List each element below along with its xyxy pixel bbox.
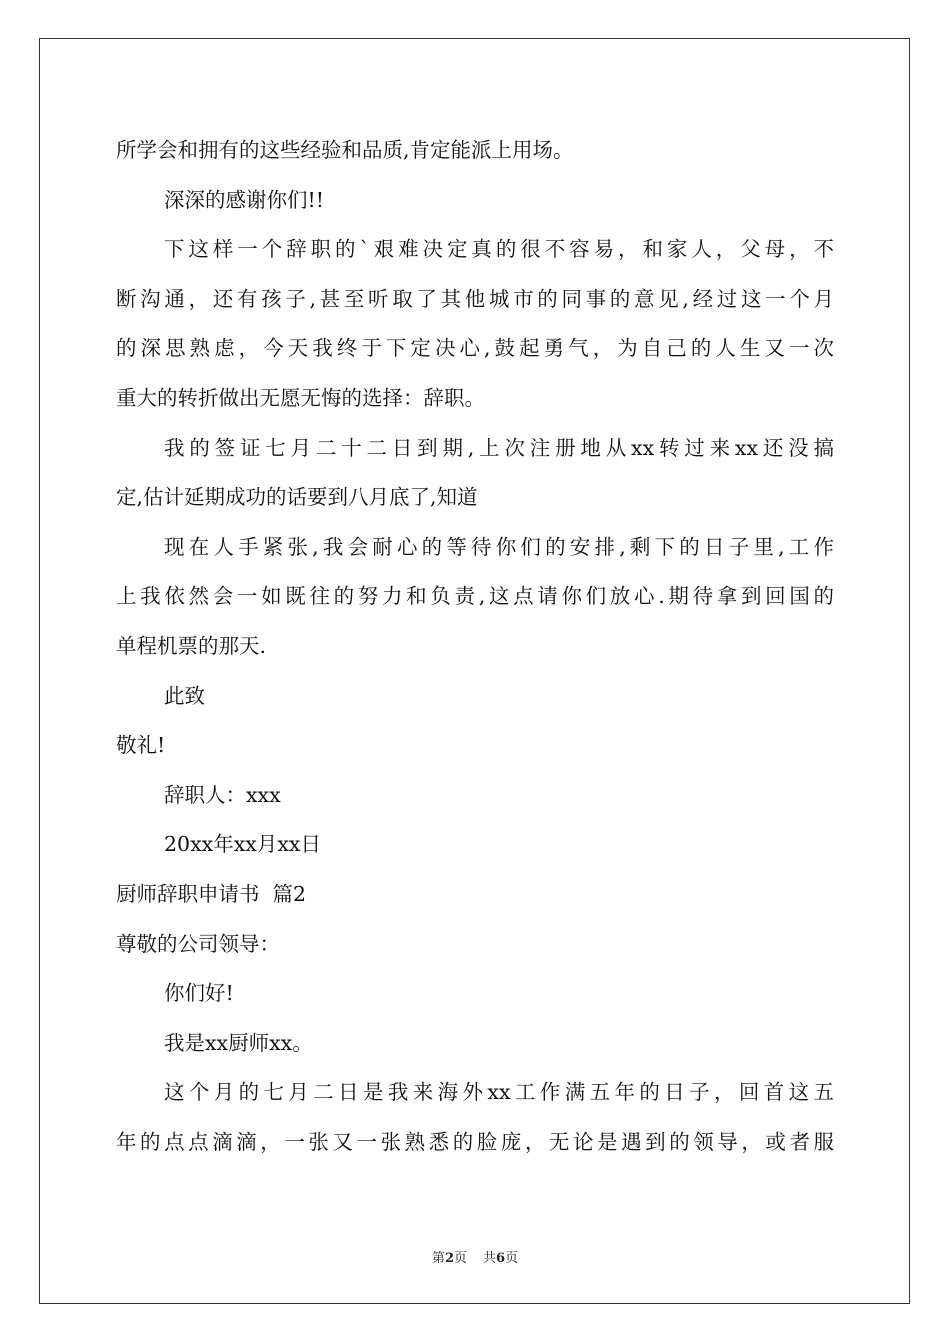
text-line-10: 上我依然会一如既往的努力和负责,这点请你们放心.期待拿到回国的 bbox=[116, 584, 834, 609]
page-footer bbox=[0, 1247, 950, 1266]
closing-regards: 敬礼! bbox=[116, 733, 166, 758]
text-line-11: 单程机票的那天. bbox=[116, 633, 267, 658]
page-prefix: 第 bbox=[431, 1251, 445, 1266]
signature-date: 20xx年xx月xx日 bbox=[164, 832, 321, 857]
text-line-1: 所学会和拥有的这些经验和品质,肯定能派上用场。 bbox=[116, 138, 574, 162]
page-total: 6 bbox=[496, 1251, 506, 1266]
text-line-21: 年的点点滴滴，一张又一张熟悉的脸庞，无论是遇到的领导，或者服 bbox=[116, 1129, 834, 1154]
page-current: 2 bbox=[444, 1251, 454, 1266]
text-line-3: 下这样一个辞职的`艰难决定真的很不容易，和家人，父母，不 bbox=[164, 237, 834, 262]
text-line-7: 我的签证七月二十二日到期,上次注册地从xx转过来xx还没搞 bbox=[164, 435, 834, 460]
closing-salutation: 此致 bbox=[164, 683, 205, 708]
letter-addressee: 尊敬的公司领导： bbox=[116, 931, 280, 956]
text-line-2: 深深的感谢你们!! bbox=[164, 187, 324, 212]
text-line-4: 断沟通，还有孩子,甚至听取了其他城市的同事的意见,经过这一个月 bbox=[116, 286, 834, 311]
text-line-19: 我是xx厨师xx。 bbox=[164, 1030, 313, 1055]
letter-greeting: 你们好! bbox=[164, 981, 234, 1006]
text-line-8: 定,估计延期成功的话要到八月底了,知道 bbox=[116, 485, 478, 510]
total-unit: 页 bbox=[505, 1251, 519, 1266]
signature-name: 辞职人：xxx bbox=[164, 782, 281, 807]
total-prefix: 共 bbox=[483, 1251, 497, 1266]
page-unit: 页 bbox=[453, 1251, 467, 1266]
section-heading: 厨师辞职申请书 篇2 bbox=[116, 881, 307, 906]
text-line-6: 重大的转折做出无愿无悔的选择：辞职。 bbox=[116, 385, 485, 410]
text-line-5: 的深思熟虑，今天我终于下定决心,鼓起勇气，为自己的人生又一次 bbox=[116, 336, 834, 361]
text-line-9: 现在人手紧张,我会耐心的等待你们的安排,剩下的日子里,工作 bbox=[164, 534, 834, 559]
text-line-20: 这个月的七月二日是我来海外xx工作满五年的日子，回首这五 bbox=[164, 1080, 834, 1105]
document-body bbox=[116, 126, 834, 1167]
